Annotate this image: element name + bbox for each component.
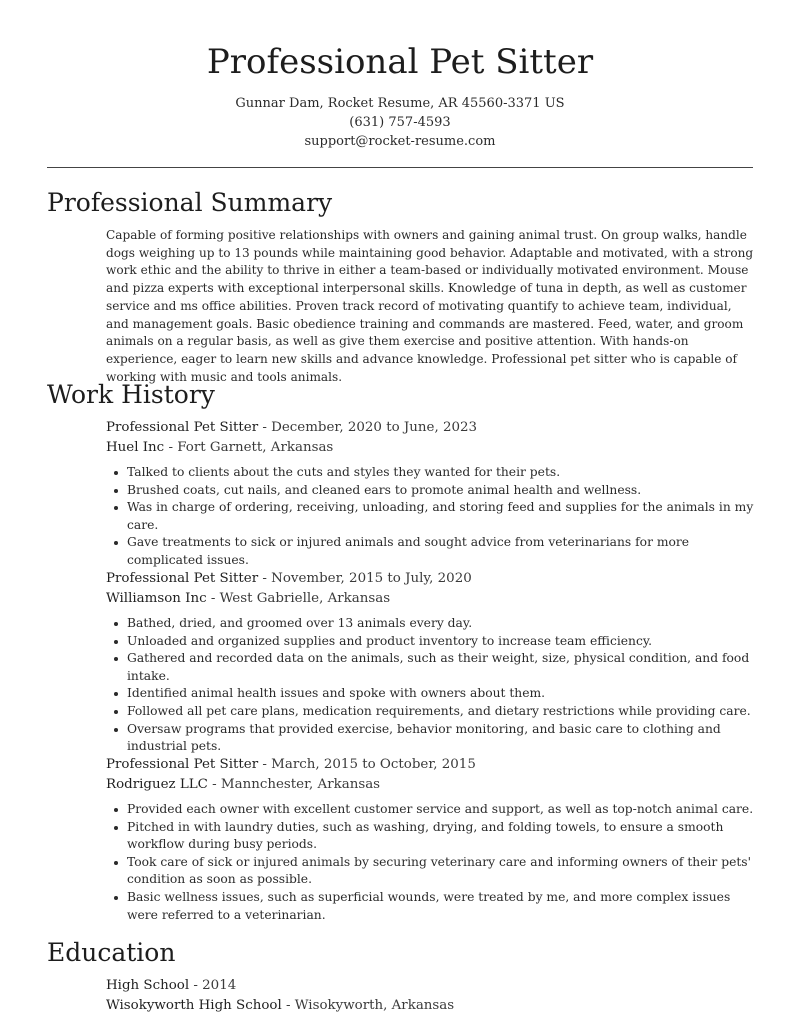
list-item: Provided each owner with excellent customer service and support, as well as top-notch animal care.	[106, 801, 756, 819]
job-role: Professional Pet Sitter	[106, 757, 259, 772]
list-item: Unloaded and organized supplies and product inventory to increase team efficiency.	[106, 633, 756, 651]
summary-heading: Professional Summary	[47, 188, 333, 217]
work-history-heading: Work History	[47, 380, 215, 409]
education-year: - 2014	[189, 978, 237, 993]
resume-header	[0, 0, 800, 151]
job-entry	[106, 418, 756, 570]
job-company-line	[106, 438, 756, 458]
job-company-line	[106, 589, 756, 609]
job-entry	[106, 569, 756, 756]
header-divider	[47, 167, 753, 168]
job-entry	[106, 755, 756, 924]
list-item: Basic wellness issues, such as superficial wounds, were treated by me, and more complex issues were referred to a veterinarian.	[106, 889, 756, 924]
contact-email: support@rocket-resume.com	[304, 134, 496, 149]
education-school-line	[106, 996, 454, 1016]
job-company: Huel Inc	[106, 440, 165, 455]
education-school: Wisokyworth High School	[106, 998, 282, 1013]
job-title-line	[106, 755, 756, 775]
education-entry	[106, 976, 454, 1016]
job-bullets	[106, 464, 756, 570]
list-item: Brushed coats, cut nails, and cleaned ears to promote animal health and wellness.	[106, 482, 756, 500]
job-company: Rodriguez LLC	[106, 777, 208, 792]
job-company: Williamson Inc	[106, 591, 207, 606]
list-item: Pitched in with laundry duties, such as washing, drying, and folding towels, to ensure a smooth workflow during busy periods.	[106, 819, 756, 854]
job-dates: - November, 2015 to July, 2020	[258, 571, 472, 586]
list-item: Talked to clients about the cuts and styles they wanted for their pets.	[106, 464, 756, 482]
job-bullets	[106, 801, 756, 924]
candidate-name: Professional Pet Sitter	[206, 42, 594, 82]
education-heading: Education	[47, 938, 176, 967]
education-degree-line	[106, 976, 454, 996]
list-item: Bathed, dried, and groomed over 13 animals every day.	[106, 615, 756, 633]
list-item: Gathered and recorded data on the animals, such as their weight, size, physical condition, and food intake.	[106, 650, 756, 685]
job-title-line	[106, 569, 756, 589]
job-location: - Mannchester, Arkansas	[207, 777, 381, 792]
job-role: Professional Pet Sitter	[106, 571, 259, 586]
list-item: Identified animal health issues and spoke with owners about them.	[106, 685, 756, 703]
contact-address: Gunnar Dam, Rocket Resume, AR 45560-3371 US	[235, 96, 565, 111]
contact-phone: (631) 757-4593	[349, 115, 451, 130]
list-item: Took care of sick or injured animals by securing veterinary care and informing owners of their pets' condition as soon as possible.	[106, 854, 756, 889]
job-title-line	[106, 418, 756, 438]
list-item: Followed all pet care plans, medication requirements, and dietary restrictions while providing care.	[106, 703, 756, 721]
job-location: - Fort Garnett, Arkansas	[164, 440, 334, 455]
list-item: Oversaw programs that provided exercise, behavior monitoring, and basic care to clothing and industrial pets.	[106, 721, 756, 756]
list-item: Gave treatments to sick or injured animals and sought advice from veterinarians for more complicated issues.	[106, 534, 756, 569]
education-location: - Wisokyworth, Arkansas	[281, 998, 455, 1013]
job-location: - West Gabrielle, Arkansas	[206, 591, 391, 606]
education-degree: High School	[106, 978, 190, 993]
job-dates: - March, 2015 to October, 2015	[258, 757, 476, 772]
job-role: Professional Pet Sitter	[106, 420, 259, 435]
job-bullets	[106, 615, 756, 756]
summary-text: Capable of forming positive relationships with owners and gaining animal trust. On group walks, handle dogs weighing up to 13 pounds while maintaining good behavior. Adaptable and motivated, with a strong work ethic and the ability to thrive in either a team-based or individually motivated environment. Mouse and pizza experts with exceptional interpersonal skills. Knowledge of tuna in depth, as well as customer service and ms office abilities. Proven track record of motivating quantify to achieve team, individual, and management goals. Basic obedience training and commands are mastered. Feed, water, and groom animals on a regular basis, as well as give them exercise and positive attention. With hands-on experience, eager to learn new skills and advance knowledge. Professional pet sitter who is capable of working with music and tools animals.	[106, 228, 754, 384]
job-dates: - December, 2020 to June, 2023	[258, 420, 478, 435]
job-company-line	[106, 775, 756, 795]
list-item: Was in charge of ordering, receiving, unloading, and storing feed and supplies for the animals in my care.	[106, 499, 756, 534]
contact-block	[0, 94, 800, 151]
